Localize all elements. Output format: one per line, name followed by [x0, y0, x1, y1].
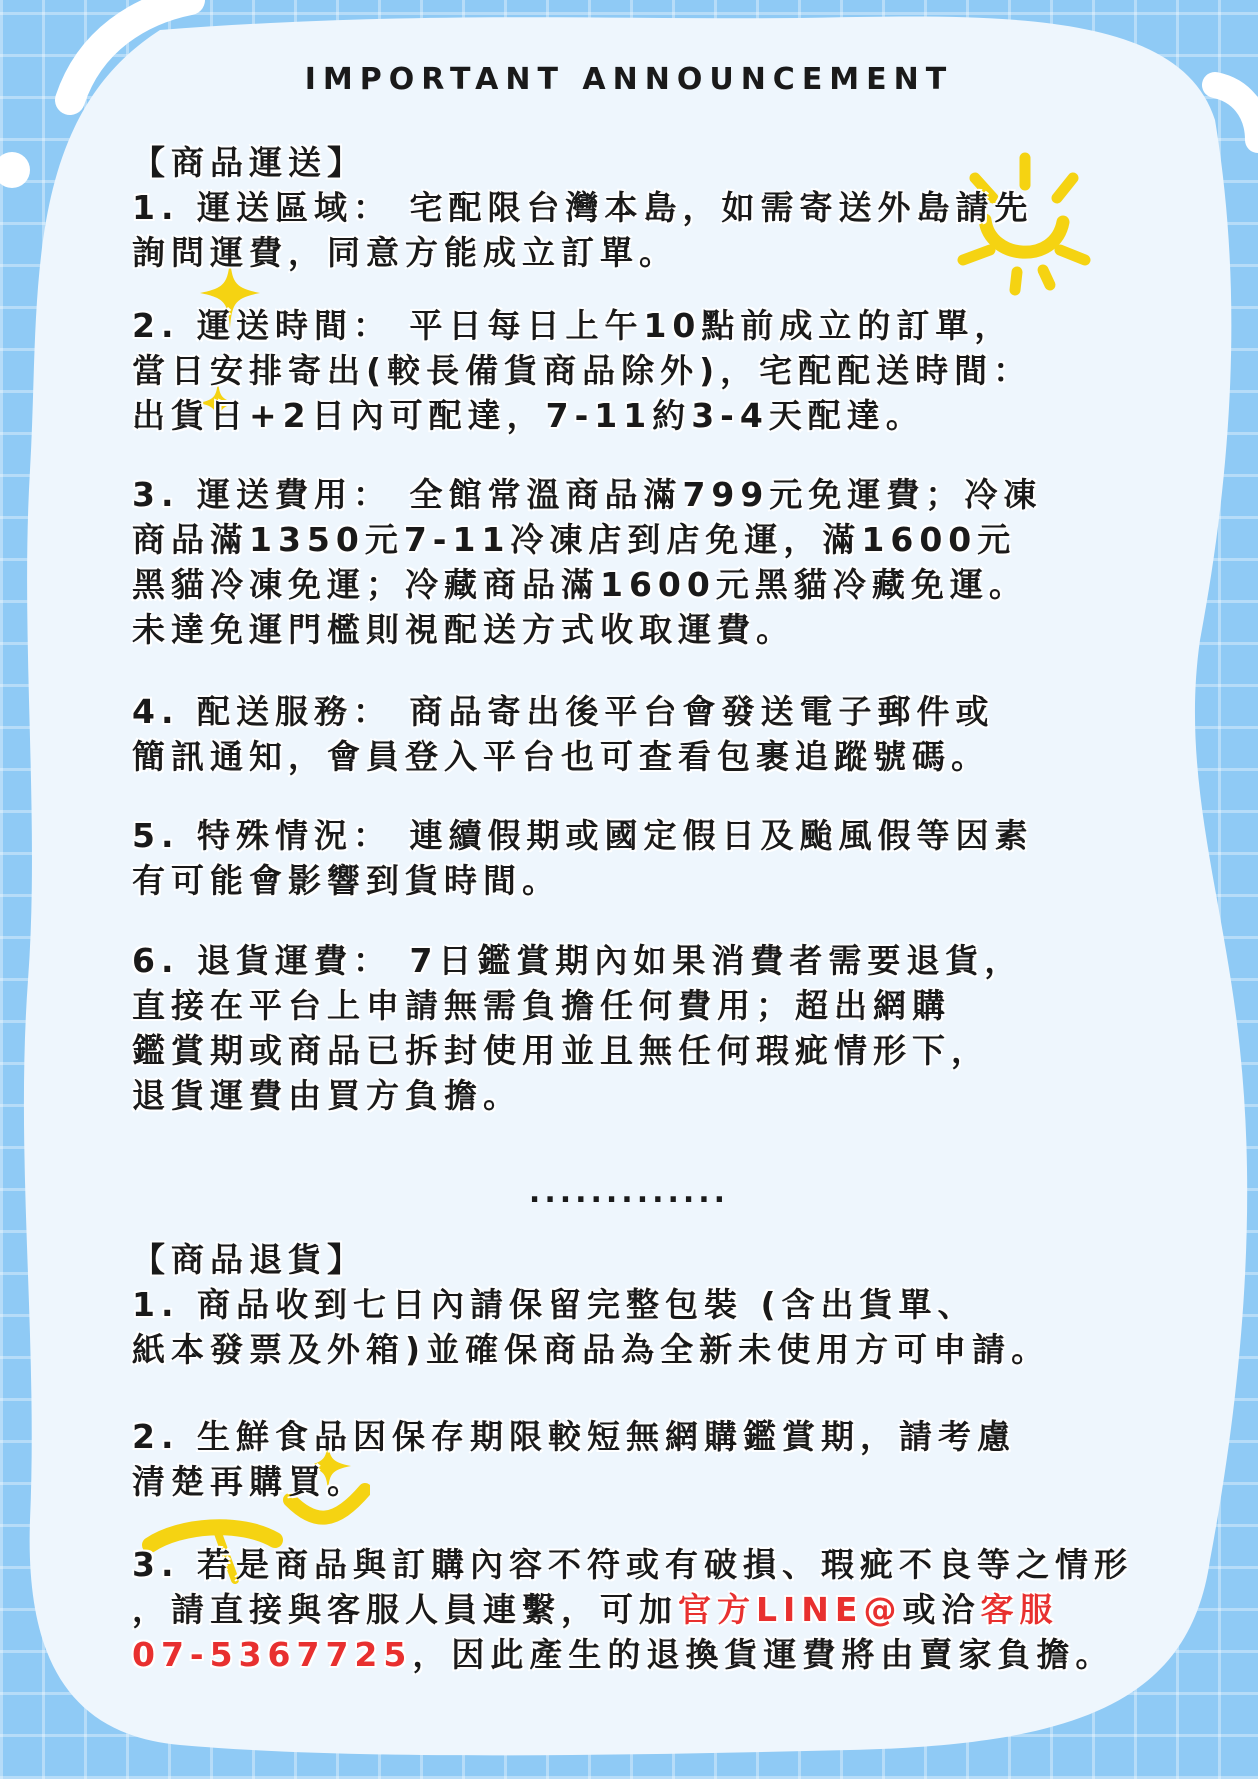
phone-number: 07-5367725	[132, 1635, 413, 1674]
line-official-account: 官方LINE@	[678, 1590, 903, 1629]
text-line: 鑑賞期或商品已拆封使用並且無任何瑕疵情形下，	[132, 1031, 990, 1070]
text-line: 清楚再購買。	[132, 1462, 366, 1501]
text-line: 6. 退貨運費： 7日鑑賞期內如果消費者需要退貨，	[132, 941, 1024, 980]
text-line: 未達免運門檻則視配送方式收取運費。	[132, 610, 795, 649]
divider: .............	[528, 1175, 730, 1210]
shipping-section	[132, 140, 1242, 275]
text-line: 3. 若是商品與訂購內容不符或有破損、瑕疵不良等之情形	[132, 1545, 1133, 1584]
text-line: 簡訊通知，會員登入平台也可查看包裹追蹤號碼。	[132, 737, 990, 776]
shipping-item-3	[132, 472, 1242, 652]
text-line: 出貨日+2日內可配達，7-11約3-4天配達。	[132, 396, 925, 435]
text-line: 商品滿1350元7-11冷凍店到店免運，滿1600元	[132, 520, 1017, 559]
page-title: IMPORTANT ANNOUNCEMENT	[304, 62, 954, 97]
text-line: 當日安排寄出(較長備貨商品除外)，宅配配送時間：	[132, 351, 1033, 390]
customer-service-label: 客服	[980, 1590, 1059, 1629]
text-fragment: ，請直接與客服人員連繫，可加	[132, 1590, 678, 1629]
text-line: 4. 配送服務： 商品寄出後平台會發送電子郵件或	[132, 692, 995, 731]
text-line	[132, 1632, 1242, 1677]
text-line: 黑貓冷凍免運；冷藏商品滿1600元黑貓冷藏免運。	[132, 565, 1028, 604]
shipping-item-5	[132, 813, 1242, 903]
text-fragment: 或洽	[902, 1590, 981, 1629]
returns-item-3	[132, 1542, 1242, 1677]
text-line: 直接在平台上申請無需負擔任何費用；超出網購	[132, 986, 951, 1025]
text-line	[132, 1587, 1242, 1632]
text-line: 2. 運送時間： 平日每日上午10點前成立的訂單，	[132, 306, 1014, 345]
shipping-item-6	[132, 938, 1242, 1118]
returns-section	[132, 1237, 1242, 1372]
text-line: 1. 運送區域： 宅配限台灣本島，如需寄送外島請先	[132, 188, 1034, 227]
section-heading: 【商品運送】	[132, 143, 366, 182]
text-fragment: ，因此產生的退換貨運費將由賣家負擔。	[412, 1635, 1115, 1674]
text-line: 1. 商品收到七日內請保留完整包裝 (含出貨單、	[132, 1285, 977, 1324]
text-line: 紙本發票及外箱)並確保商品為全新未使用方可申請。	[132, 1330, 1051, 1369]
section-heading: 【商品退貨】	[132, 1240, 366, 1279]
shipping-item-2	[132, 303, 1242, 438]
text-line: 5. 特殊情況： 連續假期或國定假日及颱風假等因素	[132, 816, 1034, 855]
text-line: 詢問運費，同意方能成立訂單。	[132, 233, 678, 272]
returns-item-2	[132, 1414, 1242, 1504]
shipping-item-4	[132, 689, 1242, 779]
text-line: 2. 生鮮食品因保存期限較短無網購鑑賞期，請考慮	[132, 1417, 1016, 1456]
text-line: 有可能會影響到貨時間。	[132, 861, 561, 900]
text-line: 退貨運費由買方負擔。	[132, 1076, 522, 1115]
text-line: 3. 運送費用： 全館常溫商品滿799元免運費；冷凍	[132, 475, 1043, 514]
